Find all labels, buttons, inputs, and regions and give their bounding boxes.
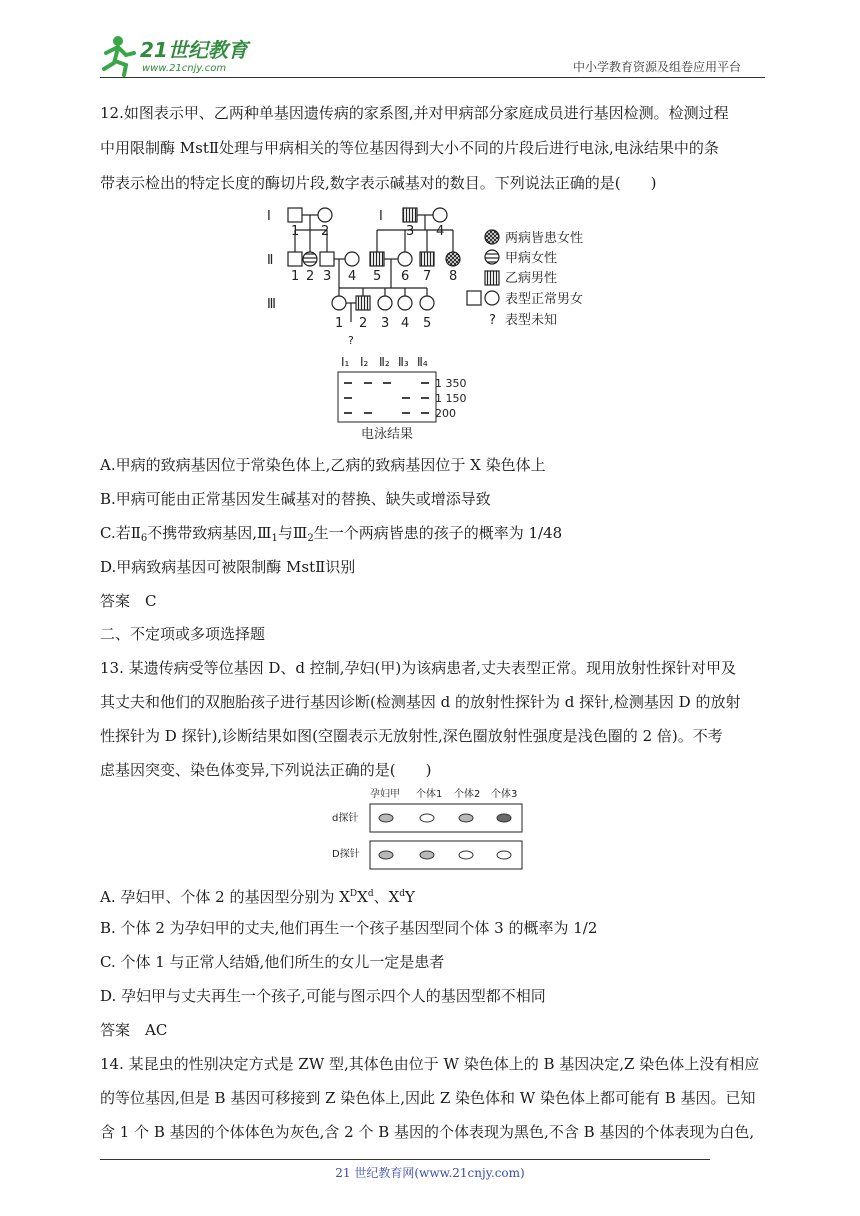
probe-col: 个体1 xyxy=(416,789,443,800)
q12-line3: 带表示检出的特定长度的酶切片段,数字表示碱基对的数目。下列说法正确的是( ) xyxy=(100,174,657,192)
probe-dot xyxy=(459,814,473,822)
ped-num: 3 xyxy=(406,224,415,239)
opt-sup: D xyxy=(349,889,358,899)
ped-num: 1 xyxy=(291,269,300,284)
pedigree-chart xyxy=(255,200,605,350)
probe-row: d探针 xyxy=(332,813,359,824)
gel-lane-label: Ⅰ₂ xyxy=(360,355,369,369)
q12-option-c xyxy=(100,523,562,549)
ped-num: 3 xyxy=(323,269,332,284)
opt-text: X xyxy=(357,888,368,906)
gel-band xyxy=(344,382,352,384)
gel-band xyxy=(421,397,429,399)
q13-line3: 性探针为 D 探针),诊断结果如图(空圈表示无放射性,深色圈放射性强度是浅色圈的 2 倍)。不考 xyxy=(100,727,723,745)
section-heading: 二、不定项或多项选择题 xyxy=(100,625,266,643)
opt-text: 不携带致病基因,Ⅲ xyxy=(147,524,272,542)
gel-band xyxy=(383,382,391,384)
legend-unknown: 表型未知 xyxy=(505,313,558,328)
ped-num: 2 xyxy=(321,224,330,239)
probe-dot xyxy=(497,851,511,859)
legend-unknown-mark: ? xyxy=(489,313,496,328)
gel-band xyxy=(364,412,372,414)
opt-text: 生一个两病皆患的孩子的概率为 1/48 xyxy=(313,524,563,542)
gel-size: 1 150 xyxy=(435,392,467,405)
gel-lane-label: Ⅱ₂ xyxy=(379,355,390,369)
footer-link[interactable]: 21 世纪教育网(www.21cnjy.com) xyxy=(335,1166,525,1180)
gel-band xyxy=(344,412,352,414)
logo-text: 21世纪教育 xyxy=(140,38,248,62)
gel-band xyxy=(364,382,372,384)
ped-num: 2 xyxy=(306,269,315,284)
opt-sup: d xyxy=(399,889,406,899)
ped-num: 1 xyxy=(291,224,300,239)
ped-num: 8 xyxy=(449,269,458,284)
gel-size: 200 xyxy=(435,407,456,420)
q12-option-d: D.甲病致病基因可被限制酶 MstⅡ识别 xyxy=(100,558,356,576)
q13-option-d: D. 孕妇甲与丈夫再生一个孩子,可能与图示四个人的基因型都不相同 xyxy=(100,987,546,1005)
site-logo xyxy=(96,33,266,77)
opt-text: Y xyxy=(405,888,415,906)
probe-dot xyxy=(420,851,434,859)
gen-iii-label: Ⅲ xyxy=(267,297,276,312)
probe-dot xyxy=(459,851,473,859)
opt-sup: d xyxy=(367,889,374,899)
opt-text: 、X xyxy=(373,888,400,906)
opt-text: A. 孕妇甲、个体 2 的基因型分别为 X xyxy=(100,888,350,906)
header-rule xyxy=(100,77,765,78)
q13-line4: 虑基因突变、染色体变异,下列说法正确的是( ) xyxy=(100,761,432,779)
q12-option-b: B.甲病可能由正常基因发生碱基对的替换、缺失或增添导致 xyxy=(100,490,491,508)
ped-num: 7 xyxy=(423,269,432,284)
probe-dot xyxy=(379,814,393,822)
gel-band xyxy=(421,382,429,384)
opt-sub: 6 xyxy=(140,533,148,544)
gen-i-label: Ⅰ xyxy=(267,209,271,224)
opt-text: C.若Ⅱ xyxy=(100,524,141,542)
q12-answer: 答案 C xyxy=(100,592,157,610)
gel-lane-label: Ⅱ₃ xyxy=(398,355,409,369)
legend-normal: 表型正常男女 xyxy=(505,292,584,307)
ped-num: 4 xyxy=(401,316,410,331)
platform-name: 中小学教育资源及组卷应用平台 xyxy=(573,60,742,74)
ped-num: 3 xyxy=(381,316,390,331)
gen-ii-label: Ⅱ xyxy=(267,253,274,268)
probe-col: 个体2 xyxy=(454,789,481,800)
probe-dot xyxy=(379,851,393,859)
ped-num: 4 xyxy=(436,224,445,239)
gel-band xyxy=(421,412,429,414)
ped-num: 1 xyxy=(335,316,344,331)
opt-text: 与Ⅲ xyxy=(277,524,308,542)
gel-band xyxy=(402,397,410,399)
gel-caption: 电泳结果 xyxy=(361,427,414,442)
opt-sub: 1 xyxy=(271,533,278,544)
footer-rule xyxy=(100,1159,710,1160)
runner-icon xyxy=(104,36,134,75)
q12-option-a: A.甲病的致病基因位于常染色体上,乙病的致病基因位于 X 染色体上 xyxy=(100,456,546,474)
gel-lane-label: Ⅰ₁ xyxy=(341,355,350,369)
probe-col: 孕妇甲 xyxy=(370,789,400,800)
logo-url: www.21cnjy.com xyxy=(142,63,227,74)
legend-yi: 乙病男性 xyxy=(505,271,558,286)
gel-size: 1 350 xyxy=(435,377,467,390)
q13-option-c: C. 个体 1 与正常人结婚,他们所生的女儿一定是患者 xyxy=(100,953,445,971)
gel-band xyxy=(402,412,410,414)
unknown-mark: ? xyxy=(348,334,354,347)
probe-dot xyxy=(420,814,434,822)
legend-both: 两病皆患女性 xyxy=(505,231,584,246)
gen-i-label-right: Ⅰ xyxy=(379,209,383,224)
q12-line2: 中用限制酶 MstⅡ处理与甲病相关的等位基因得到大小不同的片段后进行电泳,电泳结果中的条 xyxy=(100,139,719,157)
q13-option-a xyxy=(100,884,415,907)
probe-row: D探针 xyxy=(332,849,360,860)
legend-jia: 甲病女性 xyxy=(505,251,558,266)
probe-col: 个体3 xyxy=(491,789,518,800)
ped-num: 6 xyxy=(401,269,410,284)
gel-band xyxy=(344,397,352,399)
q13-line2: 其丈夫和他们的双胞胎孩子进行基因诊断(检测基因 d 的放射性探针为 d 探针,检测基因 D 的放射 xyxy=(100,693,741,711)
gel-lane-label: Ⅱ₄ xyxy=(417,355,428,369)
q14-line2: 的等位基因,但是 B 基因可移接到 Z 染色体上,因此 Z 染色体和 W 染色体上都可能有 B 基因。已知 xyxy=(100,1089,756,1107)
probe-dot xyxy=(497,814,511,822)
gel-result xyxy=(335,354,475,444)
q14-line1: 14. 某昆虫的性别决定方式是 ZW 型,其体色由位于 W 染色体上的 B 基因决定,Z 染色体上没有相应 xyxy=(100,1055,760,1073)
q13-answer: 答案 AC xyxy=(100,1021,168,1039)
q14-line3: 含 1 个 B 基因的个体体色为灰色,含 2 个 B 基因的个体表现为黑色,不含 B 基因的个体表现为白色, xyxy=(100,1123,755,1141)
ped-num: 5 xyxy=(373,269,382,284)
probe-figure xyxy=(330,786,530,872)
ped-num: 2 xyxy=(359,316,368,331)
q12-line1: 12.如图表示甲、乙两种单基因遗传病的家系图,并对甲病部分家庭成员进行基因检测。检测过程 xyxy=(100,104,729,122)
q13-line1: 13. 某遗传病受等位基因 D、d 控制,孕妇(甲)为该病患者,丈夫表型正常。现用放射性探针对甲及 xyxy=(100,659,737,677)
ped-num: 5 xyxy=(423,316,432,331)
q13-option-b: B. 个体 2 为孕妇甲的丈夫,他们再生一个孩子基因型同个体 3 的概率为 1/2 xyxy=(100,919,598,937)
ped-num: 4 xyxy=(348,269,357,284)
opt-sub: 2 xyxy=(307,533,314,544)
